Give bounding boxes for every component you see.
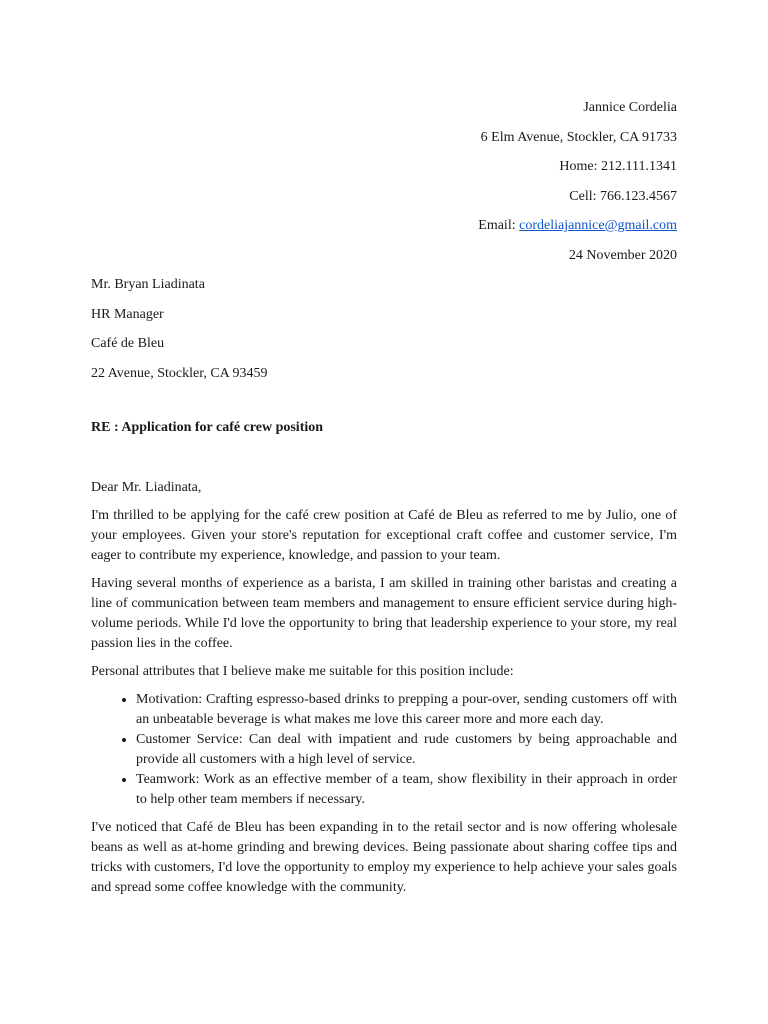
list-item: • Motivation: Crafting espresso-based drinks to prepping a pour-over, sending customers off with an unbeatable beverage is what makes me love this career more and more each day.: [136, 690, 677, 730]
letter-body: [91, 478, 677, 906]
letter-date: 24 November 2020: [568, 247, 677, 263]
email-label: Email:: [478, 218, 520, 233]
recipient-company: Café de Bleu: [91, 336, 165, 351]
sender-address: 6 Elm Avenue, Stockler, CA 91733: [480, 129, 677, 145]
recipient-title: HR Manager: [91, 306, 164, 322]
sender-home-phone: Home: 212.111.1341: [559, 159, 677, 174]
recipient-name: Mr. Bryan Liadinata: [91, 277, 205, 292]
list-item: • Customer Service: Can deal with impatient and rude customers by being approachable and provide all customers with a high level of service.: [136, 730, 677, 770]
recipient-block: [91, 270, 268, 388]
paragraph-intro: I'm thrilled to be applying for the café crew position at Café de Bleu as referred to me by Julio, one of your employees. Given your store's reputation for exceptional craft coffee and customer service, I'm eager to contribute my experience, knowledge, and passion to your team.: [91, 508, 677, 563]
sender-cell-phone: Cell: 766.123.4567: [569, 188, 677, 204]
email-link[interactable]: cordeliajannice@gmail.com: [519, 218, 677, 233]
sender-email-line: [478, 211, 677, 241]
recipient-address: 22 Avenue, Stockler, CA 93459: [91, 365, 268, 381]
sender-name: Jannice Cordelia: [583, 100, 677, 115]
paragraph-attributes-intro: Personal attributes that I believe make me suitable for this position include:: [91, 664, 514, 679]
paragraph-closing: I've noticed that Café de Bleu has been expanding in to the retail sector and is now offering wholesale beans as well as at-home grinding and brewing devices. Being passionate about sharing coffee tips and tricks with customers, I'd love the opportunity to employ my experience to help achieve your sales goals and spread some coffee knowledge with the community.: [91, 820, 677, 895]
attributes-list: [91, 690, 677, 810]
list-item: • Teamwork: Work as an effective member of a team, show flexibility in their approach in order to help other team members if necessary.: [136, 770, 677, 810]
salutation: Dear Mr. Liadinata,: [91, 480, 202, 495]
subject-line: RE : Application for café crew position: [91, 420, 324, 435]
sender-block: [478, 93, 677, 270]
paragraph-experience: Having several months of experience as a barista, I am skilled in training other baristas and creating a line of communication between team members and management to ensure efficient service during high-volume periods. While I'd love the opportunity to bring that leadership experience to your store, my real passion lies in the coffee.: [91, 576, 677, 651]
